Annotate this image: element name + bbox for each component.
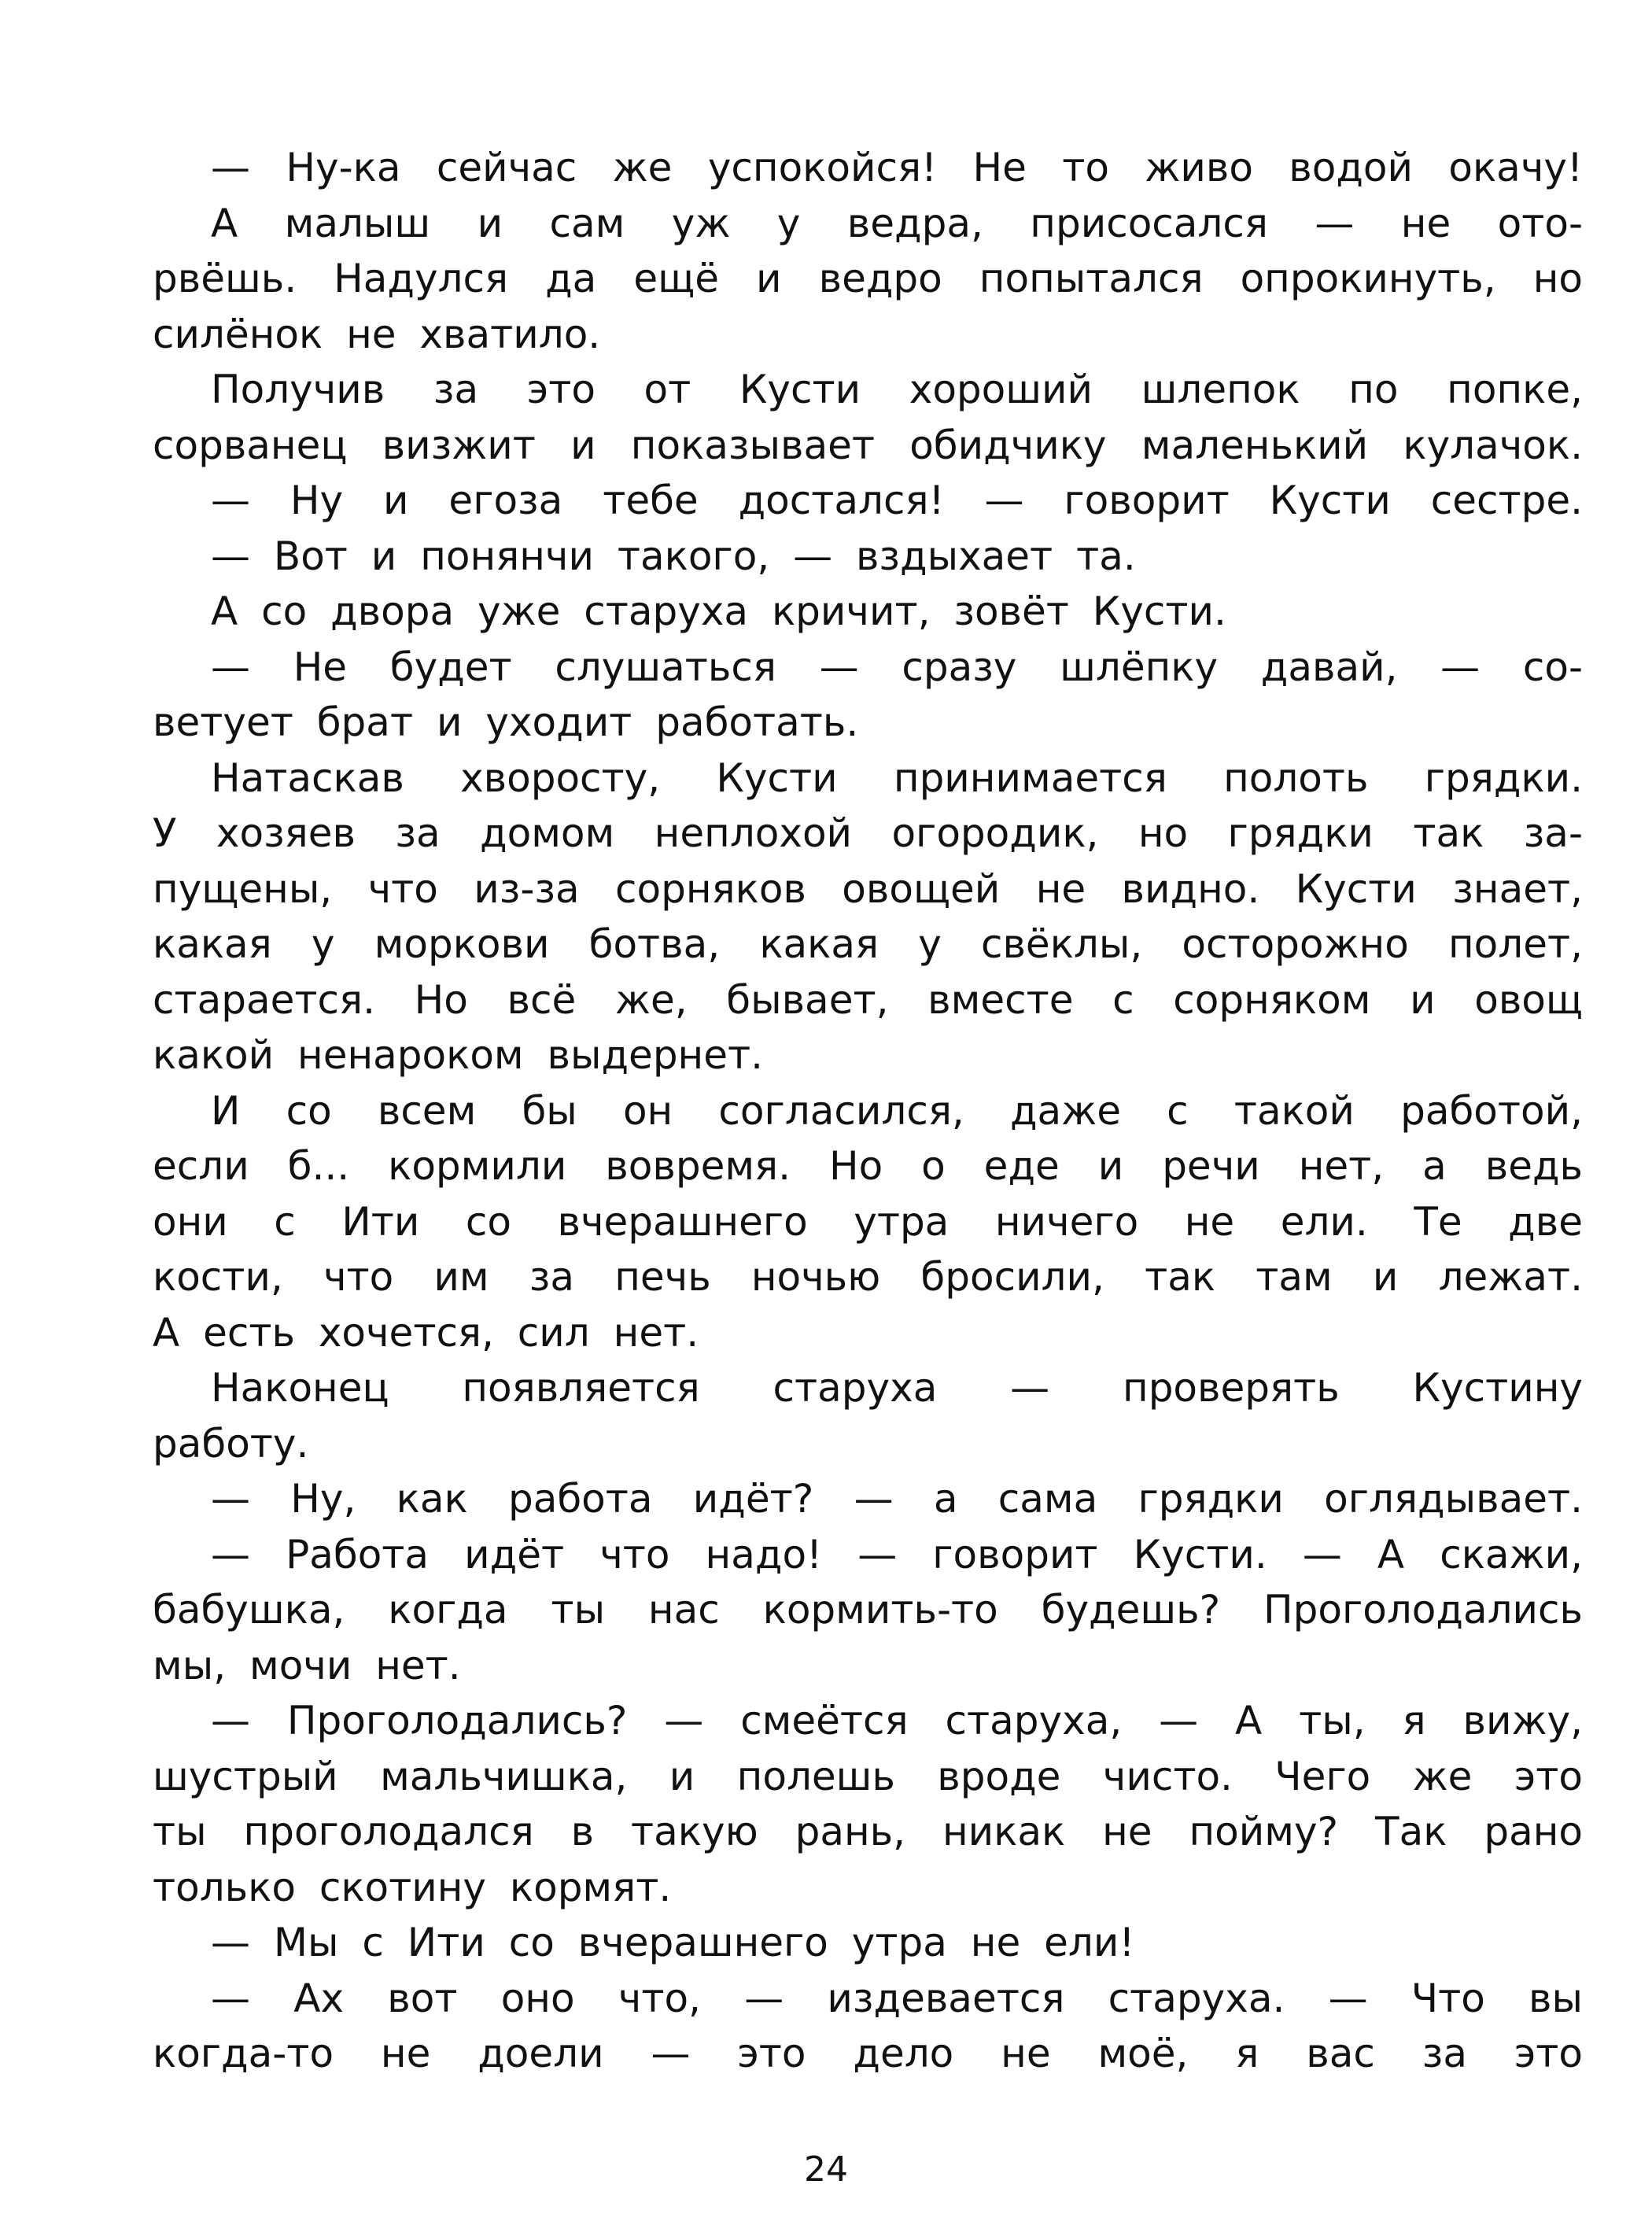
text-line: — Работа идёт что надо! — говорит Кусти. — А скажи, bbox=[211, 1531, 1583, 1577]
text-line: они с Ити со вчерашнего утра ничего не ели. Те две bbox=[153, 1198, 1583, 1245]
text-line: Натаскав хворосту, Кусти принимается полоть грядки. bbox=[211, 755, 1583, 801]
body-text bbox=[153, 140, 1583, 2082]
text-line: Наконец появляется старуха — проверять Кустину bbox=[211, 1365, 1583, 1411]
text-line: какая у моркови ботва, какая у свёклы, осторожно полет, bbox=[153, 921, 1583, 967]
text-line: — Вот и понянчи такого, — вздыхает та. bbox=[211, 533, 1136, 579]
text-line: ты проголодался в такую рань, никак не пойму? Так рано bbox=[153, 1809, 1583, 1854]
text-line: мы, мочи нет. bbox=[153, 1642, 461, 1688]
text-line: когда-то не доели — это дело не моё, я вас за это bbox=[153, 2031, 1583, 2076]
text-line: если б... кормили вовремя. Но о еде и речи нет, а ведь bbox=[153, 1143, 1583, 1189]
text-line: силёнок не хватило. bbox=[153, 311, 601, 357]
text-line: У хозяев за домом неплохой огородик, но грядки так за- bbox=[153, 810, 1583, 856]
text-line: работу. bbox=[153, 1420, 309, 1467]
text-line: старается. Но всё же, бывает, вместе с сорняком и овощ bbox=[153, 976, 1583, 1023]
text-line: Получив за это от Кусти хороший шлепок по попке, bbox=[211, 367, 1583, 412]
text-line: бабушка, когда ты нас кормить-то будешь? Проголодались bbox=[153, 1587, 1583, 1633]
text-line: — Не будет слушаться — сразу шлёпку давай, — со- bbox=[211, 644, 1583, 690]
text-line: только скотину кормят. bbox=[153, 1864, 672, 1910]
text-line: И со всем бы он согласился, даже с такой работой, bbox=[211, 1087, 1583, 1134]
text-line: — Ну-ка сейчас же успокойся! Не то живо водой окачу! bbox=[211, 145, 1583, 190]
text-line: — Ну, как работа идёт? — а сама грядки оглядывает. bbox=[211, 1476, 1583, 1522]
text-line: А есть хочется, сил нет. bbox=[153, 1309, 699, 1356]
text-line: А со двора уже старуха кричит, зовёт Кусти. bbox=[211, 589, 1226, 634]
text-line: сорванец визжит и показывает обидчику маленький кулачок. bbox=[153, 422, 1583, 468]
text-line: — Проголодались? — смеётся старуха, — А ты, я вижу, bbox=[211, 1698, 1583, 1743]
text-line: кости, что им за печь ночью бросили, так там и лежат. bbox=[153, 1254, 1583, 1300]
text-line: — Мы с Ити со вчерашнего утра не ели! bbox=[211, 1920, 1135, 1965]
text-line: шустрый мальчишка, и полешь вроде чисто. Чего же это bbox=[153, 1753, 1583, 1799]
text-line: — Ну и егоза тебе достался! — говорит Кусти сестре. bbox=[211, 478, 1583, 523]
text-line: ветует брат и уходит работать. bbox=[153, 699, 859, 745]
text-line: — Ах вот оно что, — издевается старуха. — Что вы bbox=[211, 1975, 1583, 2021]
text-line: А малыш и сам уж у ведра, присосался — не ото- bbox=[211, 200, 1583, 246]
page-number: 24 bbox=[804, 2149, 848, 2190]
text-line: рвёшь. Надулся да ещё и ведро попытался опрокинуть, но bbox=[153, 256, 1583, 301]
text-line: пущены, что из-за сорняков овощей не видно. Кусти знает, bbox=[153, 865, 1583, 912]
text-line: какой ненароком выдернет. bbox=[153, 1032, 764, 1078]
